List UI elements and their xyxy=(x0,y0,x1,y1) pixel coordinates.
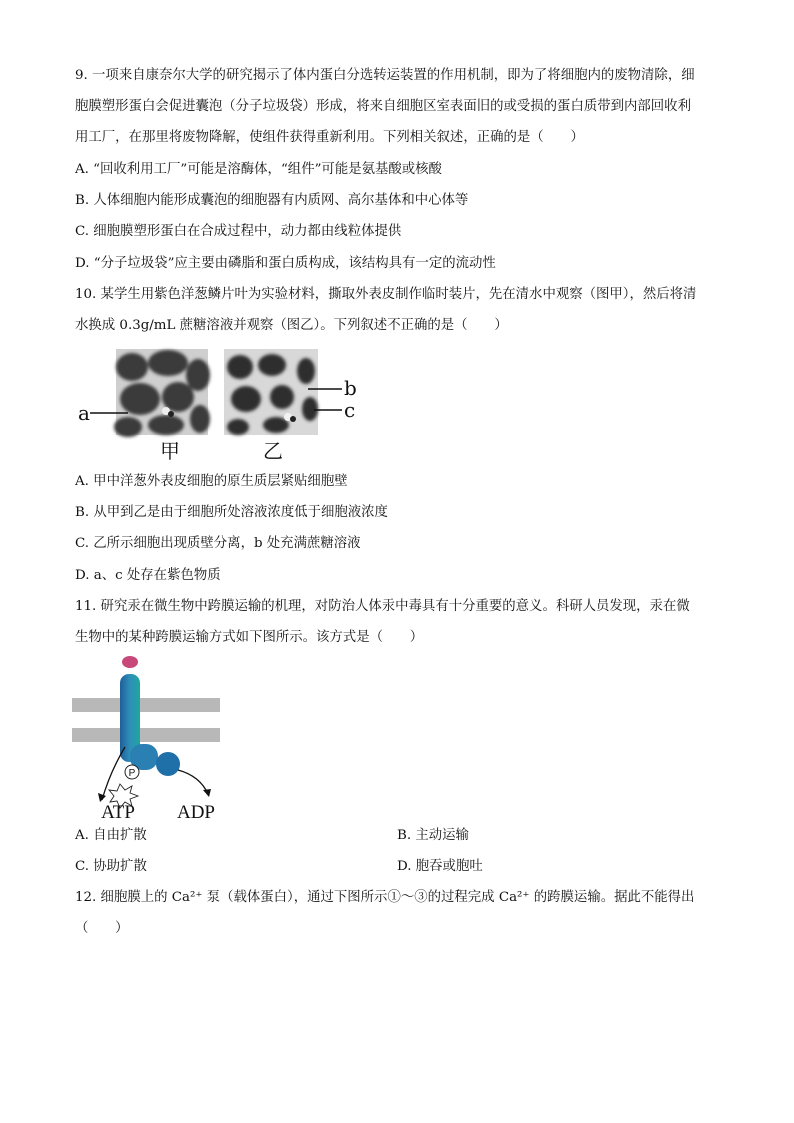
membrane-upper-layer xyxy=(72,698,220,712)
caption-jia: 甲 xyxy=(160,439,180,463)
q9-stem-line-1: 9. 一项来自康奈尔大学的研究揭示了体内蛋白分选转运装置的作用机制，即为了将细胞内的废物清除，细 xyxy=(75,68,695,83)
q10-stem-line-2: 水换成 0.3g/mL 蔗糖溶液并观察（图乙）。下列叙述不正确的是（ ） xyxy=(75,318,508,333)
q10-stem-line-1: 10. 某学生用紫色洋葱鳞片叶为实验材料，撕取外表皮制作临时装片，先在清水中观察（图甲），然后将清 xyxy=(75,287,697,302)
caption-yi: 乙 xyxy=(263,439,283,463)
atp-label: ATP xyxy=(101,802,135,822)
q12-stem-line-2: （ ） xyxy=(75,921,129,936)
label-b: b xyxy=(344,376,357,400)
phosphate-label: P xyxy=(128,768,136,779)
q10-option-a: A. 甲中洋葱外表皮细胞的原生质层紧贴细胞壁 xyxy=(75,474,348,489)
q9-option-a: A. “回收利用工厂”可能是溶酶体，“组件”可能是氨基酸或核酸 xyxy=(75,162,442,177)
q10-option-b: B. 从甲到乙是由于细胞所处溶液浓度低于细胞液浓度 xyxy=(75,505,388,520)
q11-stem-line-1: 11. 研究汞在微生物中跨膜运输的机理，对防治人体汞中毒具有十分重要的意义。科研人员发现，汞在微 xyxy=(75,599,690,614)
label-c: c xyxy=(344,398,356,422)
q9-stem-line-2: 胞膜塑形蛋白会促进囊泡（分子垃圾袋）形成，将来自细胞区室表面旧的或受损的蛋白质带到内部回收利 xyxy=(75,99,691,114)
q11-option-a: A. 自由扩散 xyxy=(75,828,147,843)
adp-label: ADP xyxy=(176,802,216,822)
q9-option-d: D. “分子垃圾袋”应主要由磷脂和蛋白质构成，该结构具有一定的流动性 xyxy=(75,256,496,271)
membrane-transport-figure xyxy=(70,652,240,822)
q9-stem-line-3: 用工厂，在那里将废物降解，使组件获得重新利用。下列相关叙述，正确的是（ ） xyxy=(75,130,584,145)
micrograph-illustration xyxy=(70,345,370,465)
micrograph-jia xyxy=(114,349,210,437)
q9-option-b: B. 人体细胞内能形成囊泡的细胞器有内质网、高尔基体和中心体等 xyxy=(75,193,469,208)
q9-option-c: C. 细胞膜塑形蛋白在合成过程中，动力都由线粒体提供 xyxy=(75,224,402,239)
micrograph-yi xyxy=(224,349,318,435)
q11-option-c: C. 协助扩散 xyxy=(75,859,147,874)
q11-stem-line-2: 生物中的某种跨膜运输方式如下图所示。该方式是（ ） xyxy=(75,630,424,645)
q10-option-c: C. 乙所示细胞出现质壁分离，b 处充满蔗糖溶液 xyxy=(75,536,361,551)
q12-stem-line-1: 12. 细胞膜上的 Ca²⁺ 泵（载体蛋白），通过下图所示①～③的过程完成 Ca²⁺ 的跨膜运输。据此不能得出 xyxy=(75,890,695,905)
onion-cell-figure xyxy=(70,345,370,465)
membrane-lower-layer xyxy=(72,728,220,742)
carrier-protein-icon xyxy=(120,674,180,776)
label-a: a xyxy=(78,401,90,425)
mercury-ion-icon xyxy=(122,656,138,668)
q11-option-d: D. 胞吞或胞吐 xyxy=(397,859,483,874)
membrane-transport-illustration xyxy=(70,652,240,822)
q10-option-d: D. a、c 处存在紫色物质 xyxy=(75,568,221,583)
q11-option-b: B. 主动运输 xyxy=(397,828,469,843)
